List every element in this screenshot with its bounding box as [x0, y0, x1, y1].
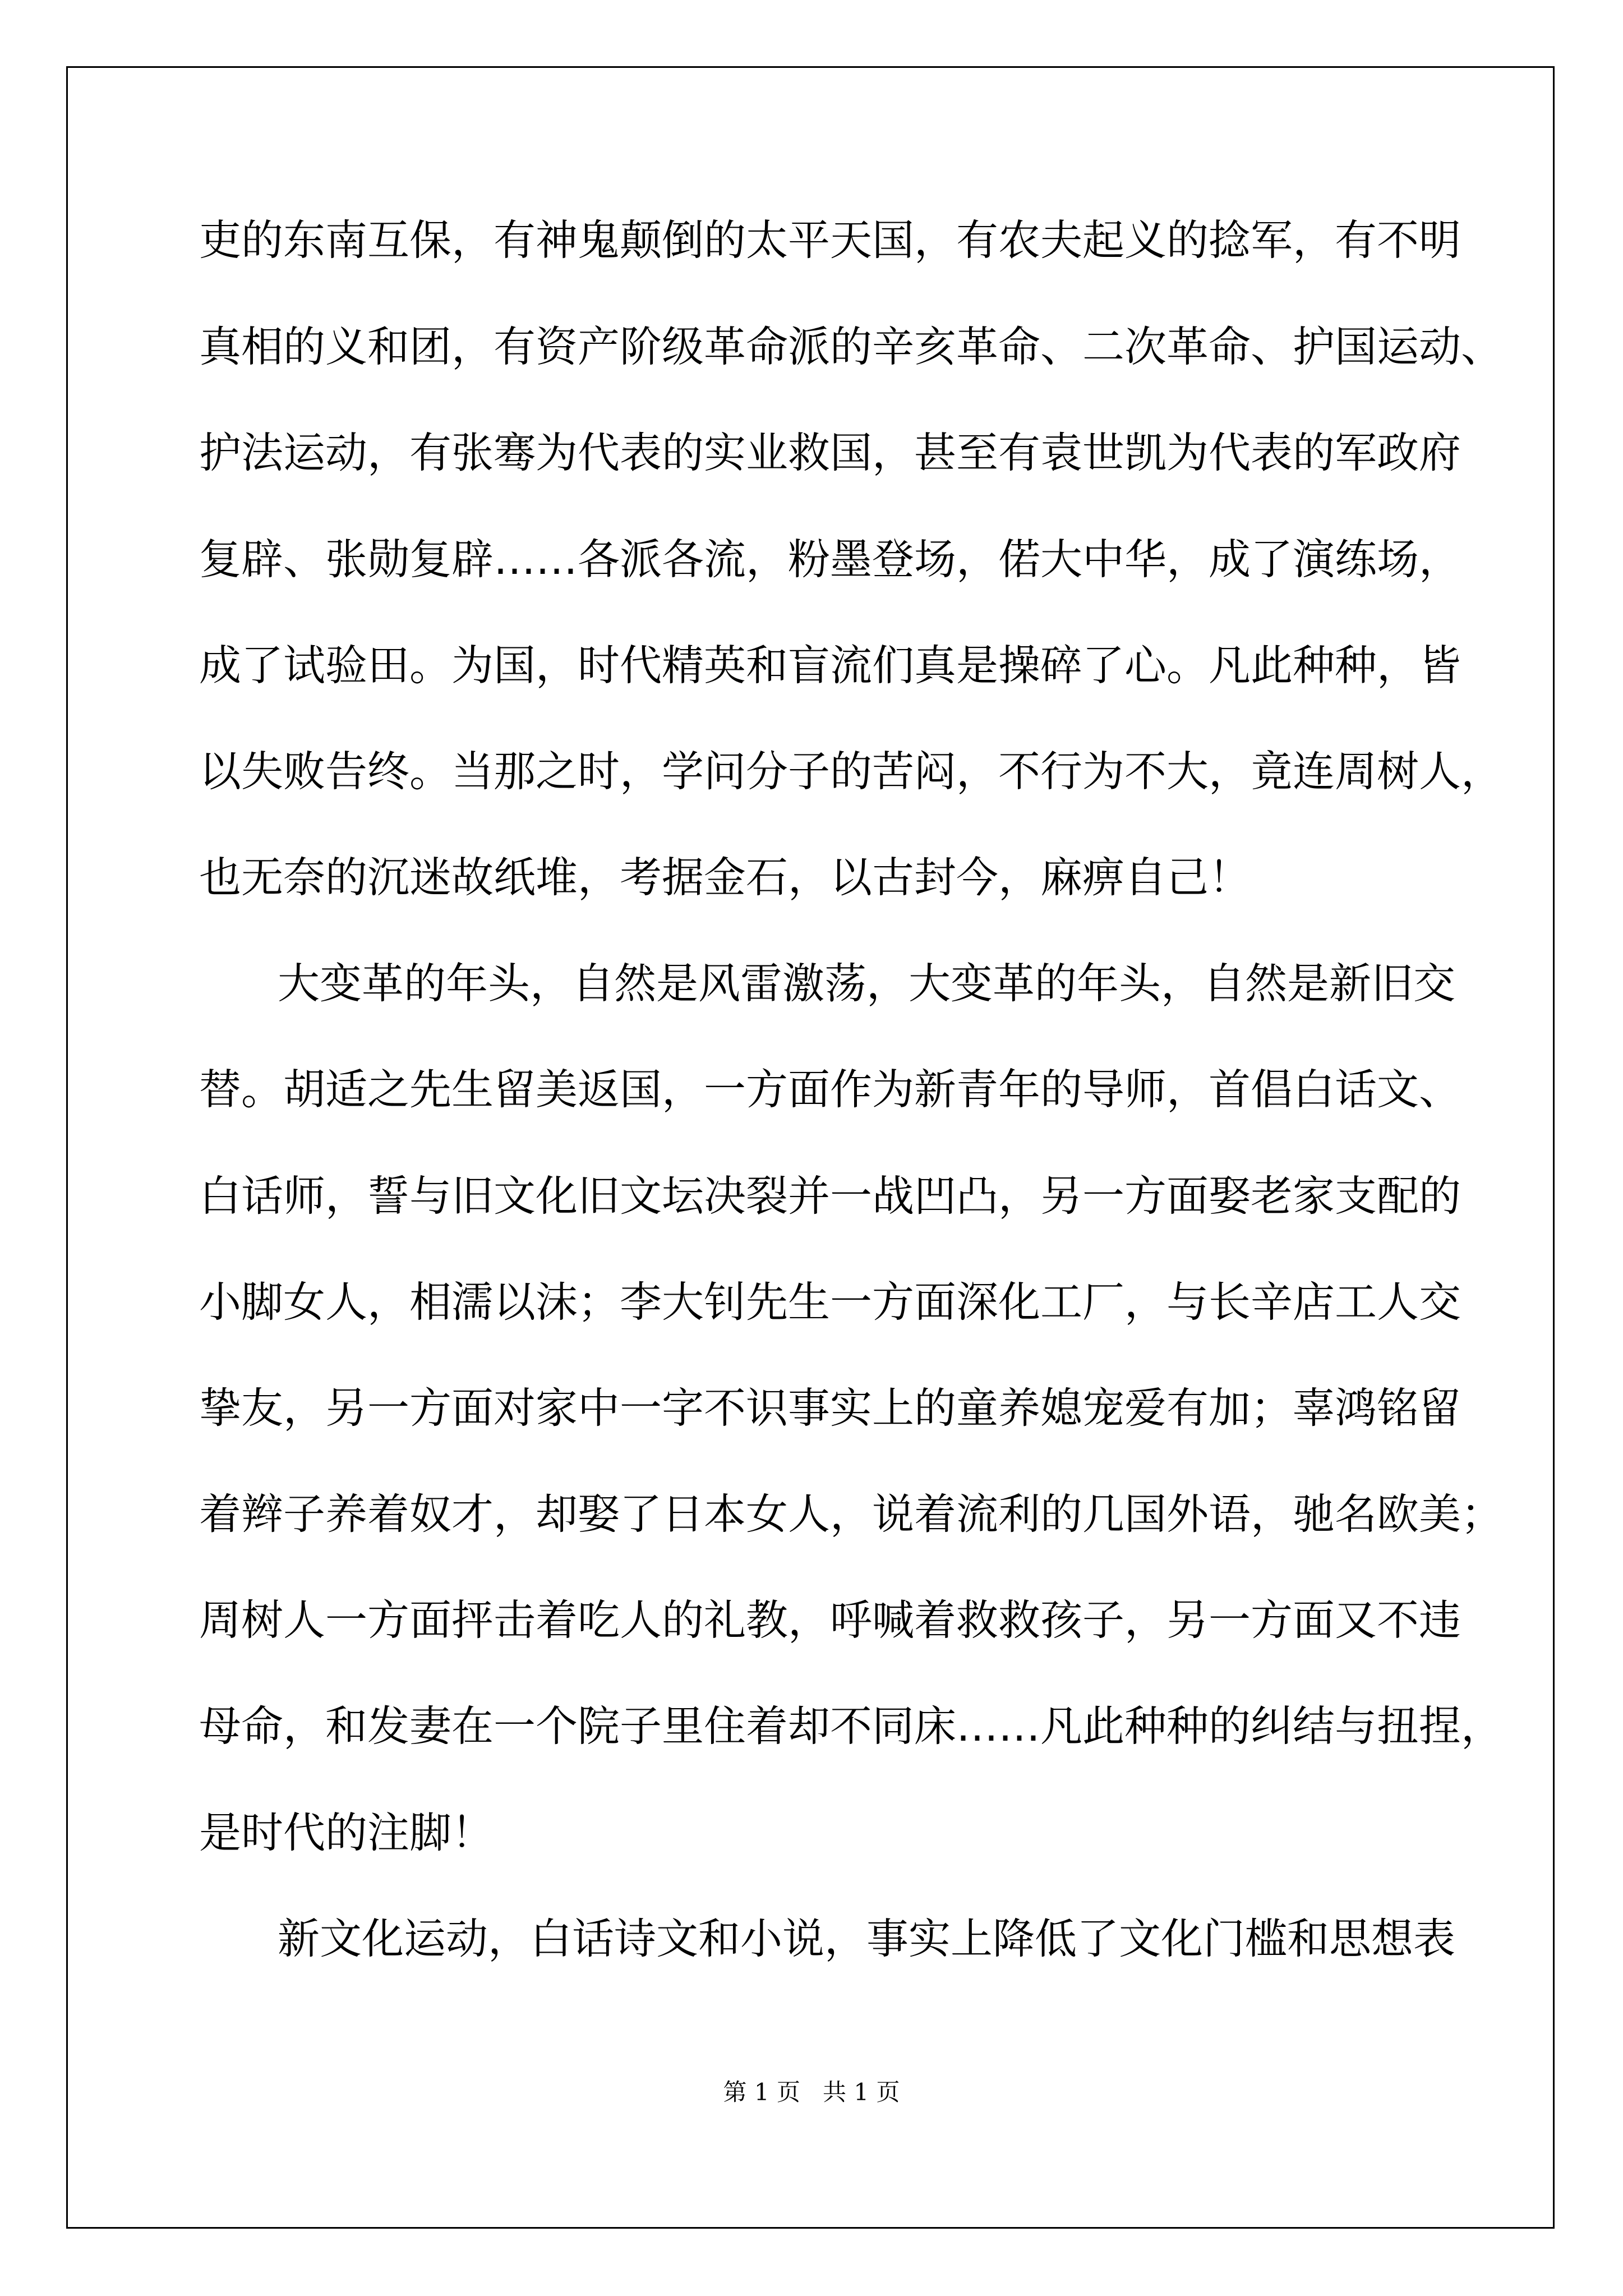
text-line: 成了试验田。为国，时代精英和盲流们真是操碎了心。凡此种种，皆	[199, 641, 1461, 690]
page-border	[66, 66, 1555, 2229]
text-line: 以失败告终。当那之时，学问分子的苦闷，不行为不大，竟连周树人，	[199, 747, 1504, 796]
text-line: 替。胡适之先生留美返国，一方面作为新青年的导师，首倡白话文、	[199, 1065, 1461, 1114]
text-line: 大变革的年头，自然是风雷激荡，大变革的年头，自然是新旧交	[278, 959, 1456, 1008]
text-line: 也无奈的沉迷故纸堆，考据金石，以古封今，麻痹自己！	[199, 853, 1251, 902]
text-line: 挚友，另一方面对家中一字不识事实上的童养媳宠爱有加；辜鸿铭留	[199, 1383, 1461, 1433]
text-line: 吏的东南互保，有神鬼颠倒的太平天国，有农夫起义的捻军，有不明	[199, 215, 1461, 265]
text-line: 新文化运动，白话诗文和小说，事实上降低了文化门槛和思想表	[278, 1914, 1456, 1963]
text-line: 周树人一方面抨击着吃人的礼教，呼喊着救救孩子，另一方面又不违	[199, 1595, 1461, 1645]
page-footer: 第 1 页 共 1 页	[723, 2078, 900, 2106]
text-line: 真相的义和团，有资产阶级革命派的辛亥革命、二次革命、护国运动、	[199, 322, 1504, 371]
text-line: 小脚女人，相濡以沫；李大钊先生一方面深化工厂，与长辛店工人交	[199, 1277, 1461, 1327]
text-line: 白话师，誓与旧文化旧文坛决裂并一战凹凸，另一方面娶老家支配的	[199, 1171, 1461, 1221]
text-line: 护法运动，有张骞为代表的实业救国，甚至有袁世凯为代表的军政府	[199, 428, 1461, 477]
text-line: 复辟、张勋复辟……各派各流，粉墨登场，偌大中华，成了演练场，	[199, 535, 1461, 584]
text-line: 是时代的注脚！	[199, 1808, 494, 1857]
text-line: 着辫子养着奴才，却娶了日本女人，说着流利的几国外语，驰名欧美；	[199, 1489, 1504, 1539]
text-line: 母命，和发妻在一个院子里住着却不同床……凡此种种的纠结与扭捏，	[199, 1701, 1504, 1751]
